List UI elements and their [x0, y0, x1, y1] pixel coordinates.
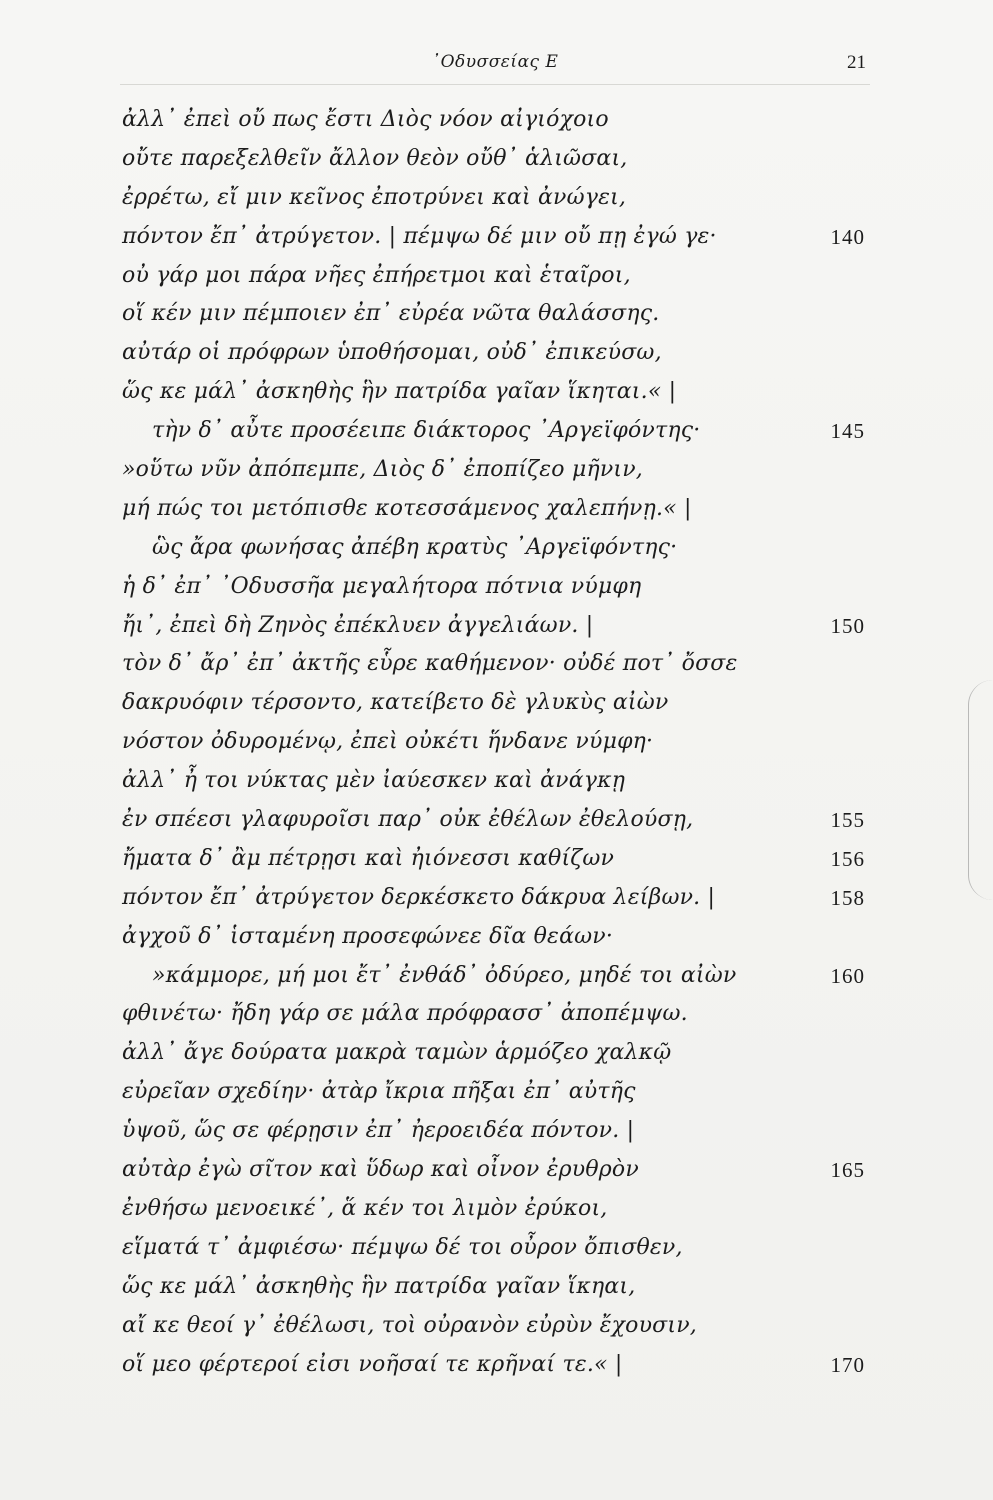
verse-line [0, 334, 993, 373]
verse-line-text: ἤματα δ᾿ ἂμ πέτρῃσι καὶ ἠιόνεσσι καθίζων [122, 845, 615, 871]
verse-line-text: τὴν δ᾿ αὖτε προσέειπε διάκτορος ᾿Αργεϊφόντης· [152, 418, 701, 444]
verse-line-text: ὥς κε μάλ᾿ ἀσκηθὴς ἣν πατρίδα γαῖαν ἵκηται.« | [122, 379, 677, 405]
verse-line-text: ἀλλ᾿ ἄγε δούρατα μακρὰ ταμὼν ἁρμόζεο χαλκῷ [122, 1040, 672, 1066]
verse-line [0, 684, 993, 723]
verse-line [0, 218, 993, 257]
verse-line [0, 1151, 993, 1190]
line-number: 158 [830, 885, 865, 910]
verse-line [0, 140, 993, 179]
verse-line [0, 1346, 993, 1385]
line-number: 170 [830, 1352, 865, 1377]
verse-line [0, 295, 993, 334]
verse-line-text: φθινέτω· ἤδη γάρ σε μάλα πρόφρασσ᾿ ἀποπέμψω. [122, 1001, 688, 1027]
verse-line-text: εὐρεῖαν σχεδίην· ἀτὰρ ἴκρια πῆξαι ἐπ᾿ αὐτῆς [122, 1079, 636, 1105]
verse-line-text: αἴ κε θεοί γ᾿ ἐθέλωσι, τοὶ οὐρανὸν εὐρὺν ἔχουσιν, [122, 1312, 697, 1338]
verse-line-text: πόντον ἔπ᾿ ἀτρύγετον. | πέμψω δέ μιν οὔ πῃ ἐγώ γε· [122, 223, 717, 249]
pencil-margin-stroke [968, 680, 993, 900]
verse-line-text: δακρυόφιν τέρσοντο, κατείβετο δὲ γλυκὺς αἰὼν [122, 690, 669, 716]
page-number: 21 [847, 52, 866, 73]
verse-line-text: αὐτὰρ ἐγὼ σῖτον καὶ ὕδωρ καὶ οἶνον ἐρυθρὸν [122, 1157, 639, 1183]
verse-line-text: οὐ γάρ μοι πάρα νῆες ἐπήρετμοι καὶ ἑταῖροι, [122, 262, 631, 288]
verse-line [0, 995, 993, 1034]
verse-line-text: οὔτε παρεξελθεῖν ἄλλον θεὸν οὔθ᾿ ἁλιῶσαι, [122, 145, 628, 171]
line-number: 160 [830, 963, 865, 988]
verse-line [0, 373, 993, 412]
verse-line-text: ὣς ἄρα φωνήσας ἀπέβη κρατὺς ᾿Αργεϊφόντης· [152, 534, 678, 560]
verse-line [0, 412, 993, 451]
verse-line [0, 451, 993, 490]
line-number: 156 [830, 846, 865, 871]
verse-line-text: ἐρρέτω, εἴ μιν κεῖνος ἐποτρύνει καὶ ἀνώγει, [122, 184, 627, 210]
line-number: 140 [830, 224, 865, 249]
verse-line [0, 645, 993, 684]
verse-line-text: οἵ μεο φέρτεροί εἰσι νοῆσαί τε κρῆναί τε.« | [122, 1351, 623, 1377]
verse-line-text: ἤι᾿, ἐπεὶ δὴ Ζηνὸς ἐπέκλυεν ἀγγελιάων. | [122, 612, 594, 638]
verse-line [0, 179, 993, 218]
verse-line-text: ἐνθήσω μενοεικέ᾿, ἅ κέν τοι λιμὸν ἐρύκοι, [122, 1195, 608, 1221]
verse-line [0, 762, 993, 801]
verse-line-text: ἀλλ᾿ ἦ τοι νύκτας μὲν ἰαύεσκεν καὶ ἀνάγκῃ [122, 768, 626, 794]
verse-line-text: ἡ δ᾿ ἐπ᾿ ᾿Οδυσσῆα μεγαλήτορα πότνια νύμφη [122, 573, 642, 599]
verse-line [0, 257, 993, 296]
verse-line-text: ὥς κε μάλ᾿ ἀσκηθὴς ἣν πατρίδα γαῖαν ἵκηαι, [122, 1273, 636, 1299]
verse-line [0, 1190, 993, 1229]
verse-text [0, 101, 993, 1384]
verse-line-text: τὸν δ᾿ ἄρ᾿ ἐπ᾿ ἀκτῆς εὗρε καθήμενον· οὐδέ ποτ᾿ ὄσσε [122, 651, 738, 677]
verse-line-text: αὐτάρ οἱ πρόφρων ὑποθήσομαι, οὐδ᾿ ἐπικεύσω, [122, 340, 662, 366]
verse-line-text: νόστον ὀδυρομένῳ, ἐπεὶ οὐκέτι ἥνδανε νύμφη· [122, 729, 654, 755]
verse-line [0, 1073, 993, 1112]
line-number: 145 [830, 419, 865, 444]
running-header [120, 52, 870, 86]
verse-line [0, 918, 993, 957]
line-number: 165 [830, 1158, 865, 1183]
verse-line [0, 568, 993, 607]
verse-line-text: ὑψοῦ, ὥς σε φέρῃσιν ἐπ᾿ ἠεροειδέα πόντον. | [122, 1118, 635, 1144]
verse-line [0, 801, 993, 840]
verse-line [0, 1307, 993, 1346]
verse-line-text: μή πώς τοι μετόπισθε κοτεσσάμενος χαλεπήνῃ.« | [122, 495, 692, 521]
verse-line [0, 490, 993, 529]
verse-line [0, 1112, 993, 1151]
verse-line-text: ἀγχοῦ δ᾿ ἱσταμένη προσεφώνεε δῖα θεάων· [122, 923, 614, 949]
verse-line-text: ἀλλ᾿ ἐπεὶ οὔ πως ἔστι Διὸς νόον αἰγιόχοιο [122, 107, 609, 132]
verse-line [0, 101, 993, 140]
line-number: 155 [830, 808, 865, 833]
verse-line [0, 1229, 993, 1268]
verse-line [0, 1034, 993, 1073]
header-rule [120, 84, 870, 85]
verse-line [0, 879, 993, 918]
verse-line [0, 529, 993, 568]
verse-line-text: πόντον ἔπ᾿ ἀτρύγετον δερκέσκετο δάκρυα λείβων. | [122, 884, 716, 910]
verse-line [0, 957, 993, 996]
line-number: 150 [830, 613, 865, 638]
verse-line [0, 723, 993, 762]
verse-line [0, 1268, 993, 1307]
verse-line [0, 840, 993, 879]
verse-line [0, 607, 993, 646]
verse-line-text: εἵματά τ᾿ ἀμφιέσω· πέμψω δέ τοι οὖρον ὄπισθεν, [122, 1234, 683, 1260]
verse-line-text: οἵ κέν μιν πέμποιεν ἐπ᾿ εὐρέα νῶτα θαλάσσης. [122, 301, 660, 327]
page-title: ᾿Οδυσσείας Ε [431, 52, 559, 72]
verse-line-text: »οὕτω νῦν ἀπόπεμπε, Διὸς δ᾿ ἐποπίζεο μῆνιν, [122, 457, 643, 483]
verse-line-text: »κάμμορε, μή μοι ἔτ᾿ ἐνθάδ᾿ ὀδύρεο, μηδέ τοι αἰὼν [152, 962, 737, 988]
verse-line-text: ἐν σπέεσι γλαφυροῖσι παρ᾿ οὐκ ἐθέλων ἐθελούσῃ, [122, 807, 694, 833]
